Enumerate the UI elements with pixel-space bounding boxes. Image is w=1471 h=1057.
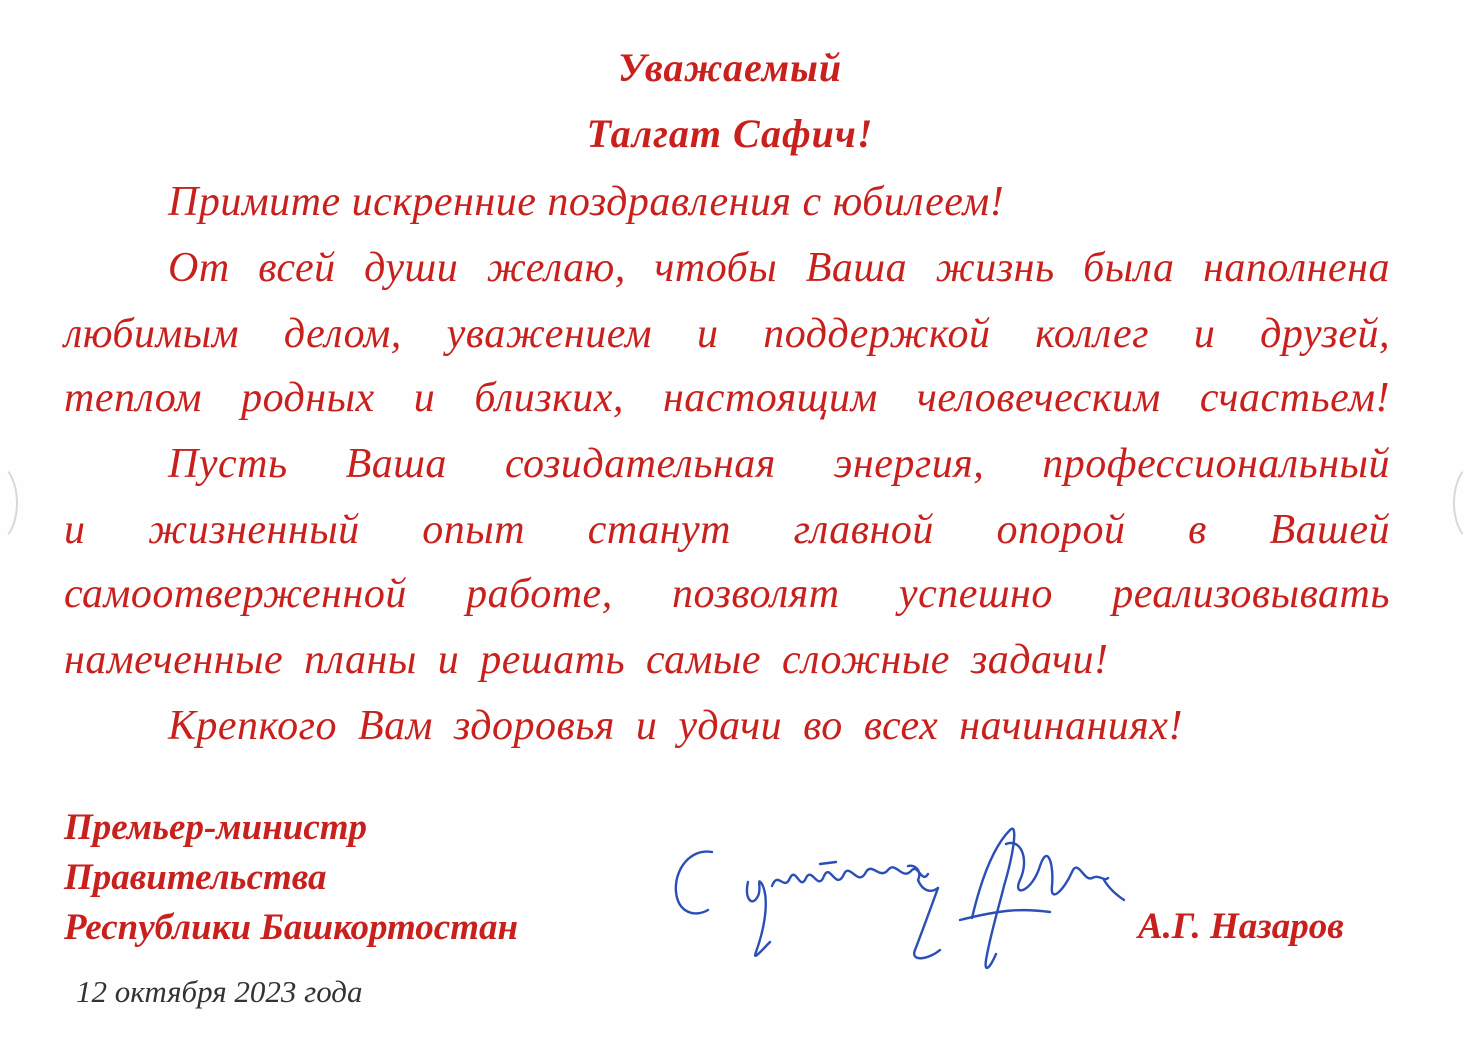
body-paragraph-2-line-2: любимым делом, уважением и поддержкой коллег и друзей,	[64, 311, 1390, 357]
body-paragraph-2-line-1: От всей души желаю, чтобы Ваша жизнь была наполнена	[168, 245, 1390, 291]
body-paragraph-3-line-4: намеченные планы и решать самые сложные задачи!	[64, 637, 1109, 683]
body-paragraph-3-line-2: и жизненный опыт станут главной опорой в Вашей	[64, 507, 1390, 553]
body-paragraph-3-line-1: Пусть Ваша созидательная энергия, профессиональный	[168, 441, 1390, 487]
body-paragraph-3-line-3: самоотверженной работе, позволят успешно реализовывать	[64, 571, 1390, 617]
handwritten-signature	[660, 800, 1130, 990]
body-paragraph-2-line-3: теплом родных и близких, настоящим человеческим счастьем!	[64, 375, 1390, 421]
letter-date: 12 октября 2023 года	[76, 974, 363, 1009]
signatory-role-line-3: Республики Башкортостан	[64, 907, 519, 948]
body-paragraph-4-line-1: Крепкого Вам здоровья и удачи во всех начинаниях!	[168, 703, 1183, 749]
salutation-line-1: Уважаемый	[617, 45, 843, 90]
signatory-role-line-2: Правительства	[64, 857, 327, 898]
card-edge-right	[1453, 462, 1471, 544]
signatory-role-line-1: Премьер-министр	[64, 807, 368, 848]
salutation-line-2: Талгат Сафич!	[586, 111, 874, 156]
card-edge-left	[0, 462, 18, 544]
body-paragraph-1-line-1: Примите искренние поздравления с юбилеем!	[168, 179, 1005, 225]
signatory-name: А.Г. Назаров	[1138, 906, 1344, 947]
